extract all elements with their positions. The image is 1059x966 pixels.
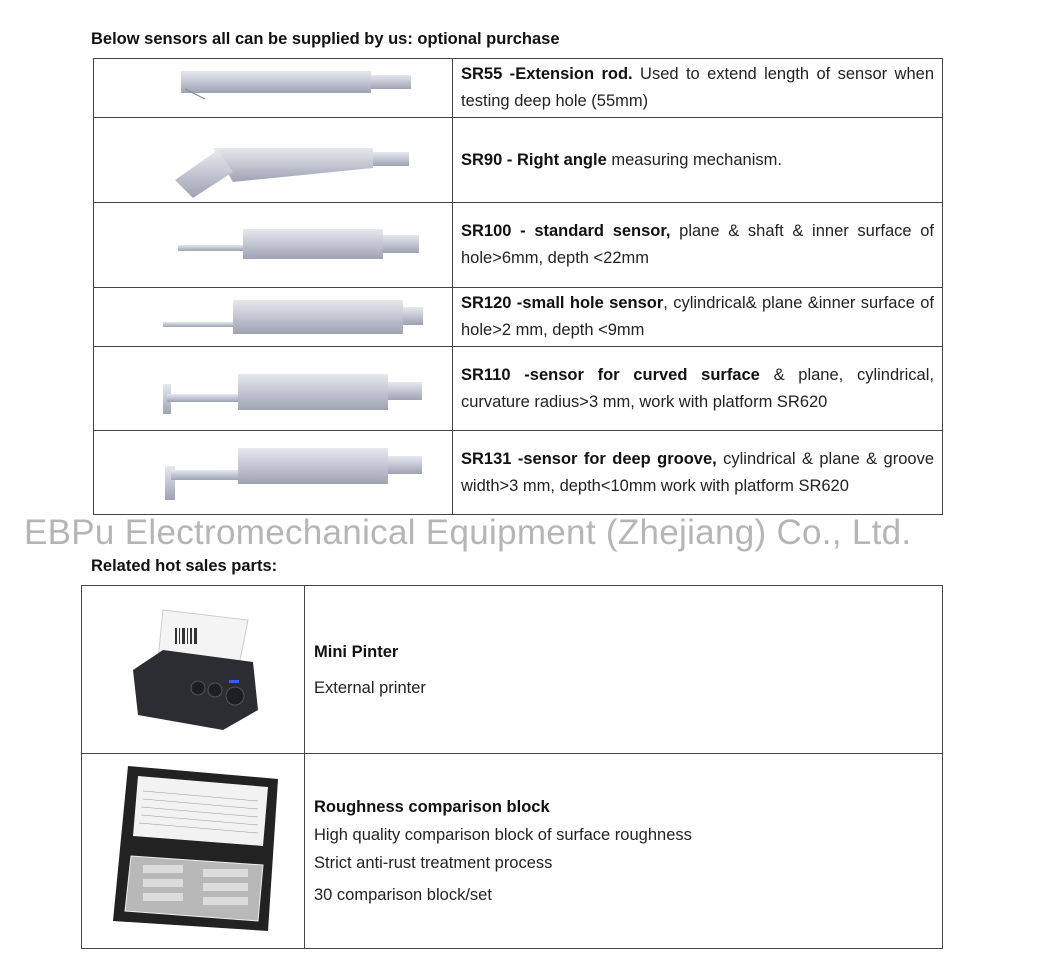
sensors-heading: Below sensors all can be supplied by us: optional purchase [91, 30, 560, 48]
deep-groove-sensor-image [123, 438, 423, 508]
part-title: Roughness comparison block [314, 798, 550, 816]
roughness-comparison-block-image [103, 761, 283, 941]
sensor-code: SR100 - [461, 222, 535, 240]
table-row [94, 288, 943, 347]
sensor-name: Extension rod. [515, 65, 633, 83]
sensor-desc: cylindrical & plane & groove width>3 mm, depth<10mm work with platform SR620 [461, 449, 934, 495]
sensor-image-cell [94, 203, 453, 288]
part-description [305, 586, 943, 754]
table-row [94, 431, 943, 515]
table-row [82, 586, 943, 754]
sensor-description [453, 431, 943, 515]
part-line: High quality comparison block of surface roughness [314, 826, 692, 844]
sensor-image-cell [94, 347, 453, 431]
sensor-description [453, 347, 943, 431]
sensor-name: sensor for deep groove, [523, 449, 717, 468]
sensor-image-cell [94, 59, 453, 118]
curved-surface-sensor-image [123, 354, 423, 424]
sensor-code: SR55 - [461, 65, 516, 83]
mini-printer-image [113, 600, 273, 740]
small-hole-sensor-image [123, 292, 423, 342]
part-line: 30 comparison block/set [314, 886, 492, 904]
part-image-cell [82, 586, 305, 754]
sensor-image-cell [94, 288, 453, 347]
watermark: EBPu Electromechanical Equipment (Zhejiang) Co., Ltd. [24, 513, 912, 552]
sensor-code: SR131 - [461, 449, 524, 468]
parts-table [81, 585, 943, 949]
sensor-description [453, 203, 943, 288]
standard-sensor-image [123, 215, 423, 275]
extension-rod-image [123, 63, 423, 113]
part-description [305, 754, 943, 949]
sensor-desc: measuring mechanism. [606, 150, 782, 169]
sensor-name: small hole sensor [522, 294, 664, 312]
table-row [94, 347, 943, 431]
sensor-code: SR90 - [461, 150, 517, 169]
sensor-image-cell [94, 431, 453, 515]
sensor-code: SR120 - [461, 294, 523, 312]
sensor-name: sensor for curved surface [529, 365, 760, 384]
sensor-description [453, 288, 943, 347]
table-row [94, 59, 943, 118]
sensor-desc: & plane, cylindrical, curvature radius>3 mm, work with platform SR620 [461, 365, 934, 411]
sensor-desc: , cylindrical& plane &inner surface of hole>2 mm, depth <9mm [461, 294, 935, 339]
sensor-code: SR110 - [461, 365, 530, 384]
right-angle-mechanism-image [123, 120, 423, 200]
part-line: Strict anti-rust treatment process [314, 854, 553, 872]
sensor-name: standard sensor, [534, 222, 671, 240]
table-row [82, 754, 943, 949]
sensors-table [93, 58, 943, 515]
sensor-name: Right angle [516, 150, 607, 169]
sensor-description [453, 118, 943, 203]
parts-heading: Related hot sales parts: [91, 557, 278, 575]
sensor-description [453, 59, 943, 118]
sensor-image-cell [94, 118, 453, 203]
part-image-cell [82, 754, 305, 949]
table-row [94, 118, 943, 203]
table-row [94, 203, 943, 288]
part-title: Mini Pinter [314, 642, 399, 661]
sensor-desc: plane & shaft & inner surface of hole>6mm, depth <22mm [461, 222, 934, 267]
part-line: External printer [314, 678, 426, 697]
sensor-desc: Used to extend length of sensor when testing deep hole (55mm) [461, 65, 934, 110]
